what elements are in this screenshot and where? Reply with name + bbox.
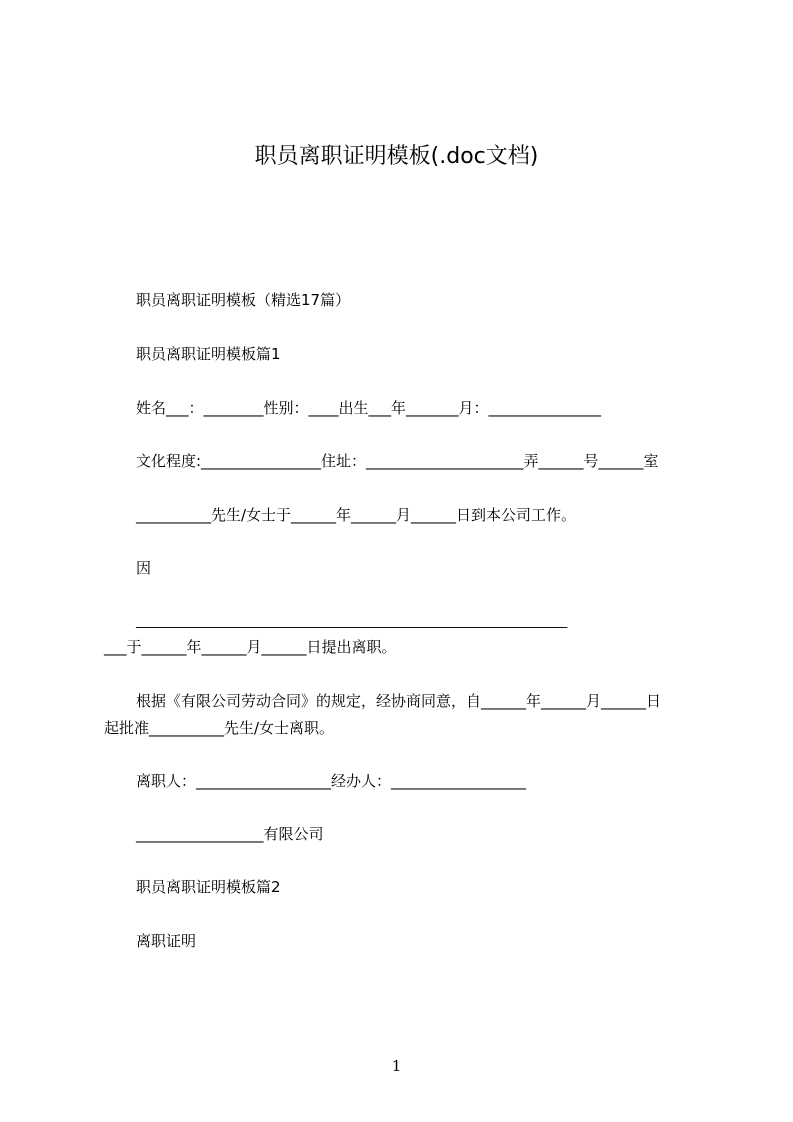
signature-line: 离职人：__________________经办人：__________________ [136,772,527,790]
form-line-name-gender-birth: 姓名___：________性别：____出生___年_______月：_______________ [136,399,602,417]
resignation-date-line: ___于______年______月______日提出离职。 [104,638,397,656]
document-title: 职员离职证明模板(.doc文档) [254,144,539,169]
approval-paragraph-line-2: 起批准__________先生/女士离职。 [104,719,335,737]
form-line-start-date: __________先生/女士于______年______月______日到本公司工作。 [136,506,577,524]
page-number: 1 [391,1057,402,1075]
reason-blank-line: _________________________________________________________________________ [136,614,567,629]
approval-paragraph-line-1: 根据《有限公司劳动合同》的规定，经协商同意，自______年______月______日 [136,692,662,710]
company-line: _________________有限公司 [136,825,324,843]
section-heading-2: 职员离职证明模板篇2 [136,878,281,896]
certificate-heading: 离职证明 [136,932,197,950]
doc-subtitle: 职员离职证明模板（精选17篇） [136,291,351,309]
reason-label: 因 [136,559,152,577]
section-heading-1: 职员离职证明模板篇1 [136,345,281,363]
form-line-education-address: 文化程度:________________住址：_____________________弄______号______室 [136,452,659,470]
